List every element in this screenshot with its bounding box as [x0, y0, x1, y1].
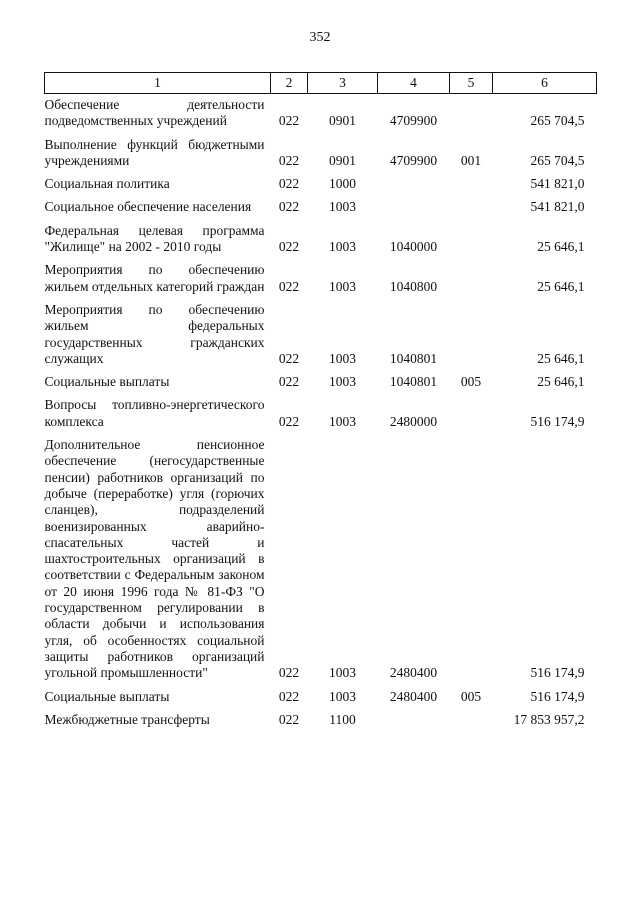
- row-section-code: 1100: [329, 711, 356, 727]
- row-ved-code: 022: [278, 278, 300, 294]
- row-amount: 25 646,1: [537, 350, 585, 366]
- table-row: [45, 705, 597, 728]
- header-col-5: 5: [450, 73, 493, 94]
- table-row: [45, 192, 597, 215]
- row-ved-code: 022: [278, 176, 300, 192]
- budget-table: [44, 72, 597, 728]
- table-row: [45, 295, 597, 367]
- row-amount: 25 646,1: [537, 374, 585, 390]
- row-amount: 516 174,9: [530, 688, 585, 704]
- row-name: [45, 94, 271, 130]
- row-amount: 516 174,9: [530, 413, 585, 429]
- row-section-code: 1003: [329, 665, 356, 681]
- row-ved-code: 022: [278, 413, 300, 429]
- row-ved-code: 022: [278, 711, 300, 727]
- row-name-text: Обеспечение деятельности подведомственных учреждений: [44, 97, 265, 129]
- row-name: [45, 430, 271, 681]
- header-col-1: 1: [45, 73, 271, 94]
- header-col-6: 6: [493, 73, 597, 94]
- row-name-text: Вопросы топливно-энергетического комплекса: [44, 397, 265, 429]
- row-target-code: [378, 169, 450, 192]
- table-row: [45, 430, 597, 681]
- row-target-code: 1040801: [389, 350, 438, 366]
- row-name-text: Межбюджетные трансферты: [44, 711, 210, 727]
- row-target-code: [378, 192, 450, 215]
- row-name: [45, 295, 271, 367]
- row-name: [45, 390, 271, 430]
- row-name-text: Федеральная целевая программа "Жилище" на 2002 - 2010 годы: [44, 222, 265, 255]
- table-body: [45, 94, 597, 729]
- row-name-text: Выполнение функций бюджетными учреждениями: [44, 136, 265, 168]
- row-target-code: 1040801: [389, 374, 438, 390]
- row-section-code: 1003: [329, 199, 356, 215]
- row-section-code: 1000: [329, 176, 356, 192]
- row-target-code: 1040000: [389, 239, 438, 255]
- header-row: [45, 73, 597, 94]
- row-name: [45, 705, 271, 728]
- row-section-code: 1003: [329, 374, 356, 390]
- row-ved-code: 022: [278, 239, 300, 255]
- row-expense-type: [450, 390, 493, 430]
- row-ved-code: 022: [278, 665, 300, 681]
- row-target-code: 4709900: [389, 152, 438, 168]
- table-row: [45, 390, 597, 430]
- row-expense-type: [450, 94, 493, 130]
- row-expense-type: 005: [460, 688, 482, 704]
- table-row: [45, 94, 597, 130]
- header-col-2: 2: [271, 73, 308, 94]
- row-expense-type: [450, 169, 493, 192]
- row-amount: 25 646,1: [537, 239, 585, 255]
- row-section-code: 1003: [329, 278, 356, 294]
- row-ved-code: 022: [278, 374, 300, 390]
- table-row: [45, 255, 597, 295]
- page-number: 352: [309, 30, 331, 45]
- row-name: [45, 169, 271, 192]
- row-ved-code: 022: [278, 113, 300, 129]
- row-target-code: 1040800: [389, 278, 438, 294]
- row-ved-code: 022: [278, 350, 300, 366]
- row-expense-type: [450, 216, 493, 256]
- row-section-code: 0901: [329, 152, 356, 168]
- row-name-text: Социальные выплаты: [44, 688, 170, 704]
- table-row: [45, 169, 597, 192]
- row-name: [45, 130, 271, 170]
- row-expense-type: [450, 255, 493, 295]
- row-target-code: 2480400: [389, 688, 438, 704]
- table-row: [45, 367, 597, 390]
- row-amount: 17 853 957,2: [513, 711, 585, 727]
- row-section-code: 1003: [329, 350, 356, 366]
- row-expense-type: 005: [460, 374, 482, 390]
- row-name-text: Социальная политика: [44, 176, 170, 192]
- row-name-text: Мероприятия по обеспечению жильем федеральных государственных гражданских служащих: [44, 301, 265, 366]
- header-col-3: 3: [308, 73, 378, 94]
- row-ved-code: 022: [278, 199, 300, 215]
- row-expense-type: [450, 295, 493, 367]
- row-target-code: 2480400: [389, 665, 438, 681]
- row-name: [45, 682, 271, 705]
- row-amount: 541 821,0: [530, 199, 585, 215]
- row-name: [45, 216, 271, 256]
- row-name: [45, 367, 271, 390]
- row-section-code: 1003: [329, 413, 356, 429]
- row-amount: 265 704,5: [530, 113, 585, 129]
- row-name-text: Мероприятия по обеспечению жильем отдельных категорий граждан: [44, 262, 265, 294]
- row-name-text: Социальное обеспечение населения: [44, 199, 252, 215]
- row-expense-type: [450, 705, 493, 728]
- row-amount: 541 821,0: [530, 176, 585, 192]
- row-expense-type: [450, 192, 493, 215]
- row-target-code: [378, 705, 450, 728]
- row-section-code: 0901: [329, 113, 356, 129]
- row-ved-code: 022: [278, 152, 300, 168]
- row-name-text: Дополнительное пенсионное обеспечение (негосударственные пенсии) работников организаций по добыче (переработке) угля (горючих сланцев), подразделений военизированных аварийно-спасательных частей и шахтостроительных организаций в соответствии с Федеральным законом от 20 июня 1996 года № 81-ФЗ "О государственном регулировании в области добычи и использования угля, об особенностях социальной защиты работников организаций угольной промышленности": [44, 437, 265, 681]
- row-ved-code: 022: [278, 688, 300, 704]
- row-name: [45, 192, 271, 215]
- row-amount: 25 646,1: [537, 278, 585, 294]
- table-row: [45, 682, 597, 705]
- row-amount: 265 704,5: [530, 152, 585, 168]
- row-expense-type: [450, 430, 493, 681]
- row-expense-type: 001: [460, 152, 482, 168]
- table-row: [45, 216, 597, 256]
- row-name: [45, 255, 271, 295]
- table-row: [45, 130, 597, 170]
- header-col-4: 4: [378, 73, 450, 94]
- row-name-text: Социальные выплаты: [44, 374, 170, 390]
- table-header: [45, 73, 597, 94]
- row-target-code: 4709900: [389, 113, 438, 129]
- row-section-code: 1003: [329, 239, 356, 255]
- row-target-code: 2480000: [389, 413, 438, 429]
- row-section-code: 1003: [329, 688, 356, 704]
- row-amount: 516 174,9: [530, 665, 585, 681]
